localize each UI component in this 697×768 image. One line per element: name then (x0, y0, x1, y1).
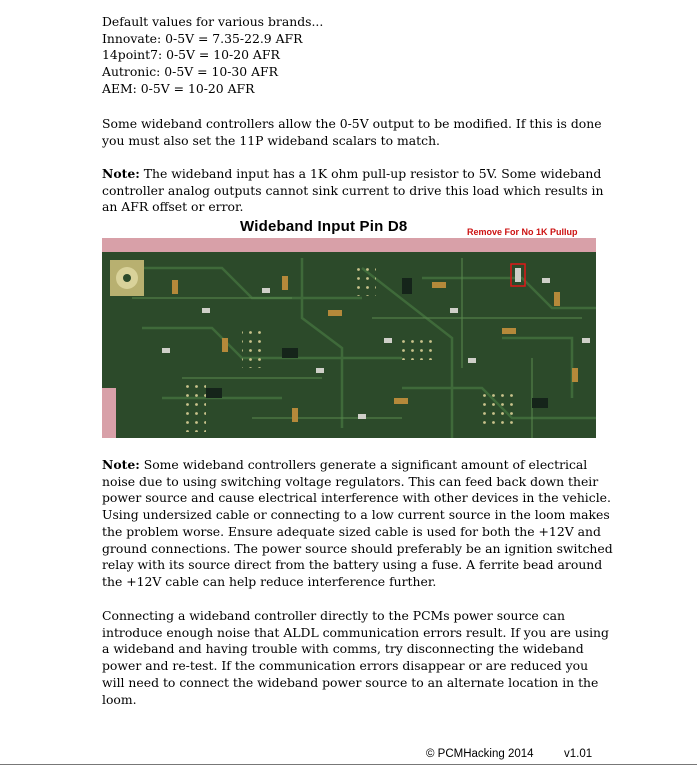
paragraph-line: Using undersized cable or connecting to a low current source in the loom makes (102, 507, 610, 523)
brand-item-autronic: Autronic: 0-5V = 10-30 AFR (102, 64, 278, 80)
paragraph-line: an AFR offset or error. (102, 199, 244, 215)
pullup-note-paragraph (102, 166, 602, 216)
paragraph-line: noise due to using switching voltage regulators. This can feed back down their (102, 473, 599, 489)
paragraph-line: ground connections. The power source should preferably be an ignition switched (102, 540, 613, 556)
figure-title: Wideband Input Pin D8 (240, 218, 408, 235)
note-text: Some wideband controllers generate a significant amount of electrical (139, 457, 588, 472)
brand-item-14point7: 14point7: 0-5V = 10-20 AFR (102, 47, 280, 63)
brand-item-aem: AEM: 0-5V = 10-20 AFR (102, 80, 255, 96)
paragraph-line: relay with its source direct from the battery using a fuse. A ferrite bead around (102, 557, 603, 573)
brand-item-innovate: Innovate: 0-5V = 7.35-22.9 AFR (102, 30, 303, 46)
footer-copyright: © PCMHacking 2014 (426, 748, 534, 760)
paragraph-line: you must also set the 11P wideband scalars to match. (102, 132, 440, 148)
noise-note-paragraph (102, 457, 613, 591)
paragraph-line: Some wideband controllers allow the 0-5V output to be modified. If this is done (102, 116, 602, 131)
scalars-paragraph (102, 116, 602, 149)
figure-annotation: Remove For No 1K Pullup (467, 227, 578, 237)
paragraph-line (102, 457, 602, 474)
paragraph-line: the problem worse. Ensure adequate sized cable is used for both the +12V and (102, 523, 601, 539)
paragraph-line: will need to connect the wideband power source to an alternate location in the (102, 674, 599, 690)
note-label: Note: (102, 457, 140, 472)
pcb-photo (102, 238, 596, 438)
brand-defaults-list (102, 14, 602, 98)
paragraph-line: the +12V cable can help reduce interference further. (102, 573, 437, 589)
aldl-paragraph (102, 608, 609, 708)
footer-version: v1.01 (564, 748, 593, 760)
paragraph-line: loom. (102, 691, 137, 707)
paragraph-line: controller analog outputs cannot sink current to drive this load which results in (102, 182, 604, 198)
footer-divider (0, 764, 697, 765)
note-text: The wideband input has a 1K ohm pull-up resistor to 5V. Some wideband (139, 166, 602, 181)
paragraph-line: power source and cause electrical interference with other devices in the vehicle. (102, 490, 611, 506)
note-label: Note: (102, 166, 140, 181)
brand-defaults-heading: Default values for various brands... (102, 14, 324, 29)
paragraph-line: a wideband and having trouble with comms, try disconnecting the wideband (102, 641, 584, 657)
paragraph-line: power and re-test. If the communication errors disappear or are reduced you (102, 658, 589, 674)
paragraph-line: Connecting a wideband controller directly to the PCMs power source can (102, 608, 565, 623)
paragraph-line (102, 166, 602, 183)
paragraph-line: introduce enough noise that ALDL communication errors result. If you are using (102, 624, 609, 640)
